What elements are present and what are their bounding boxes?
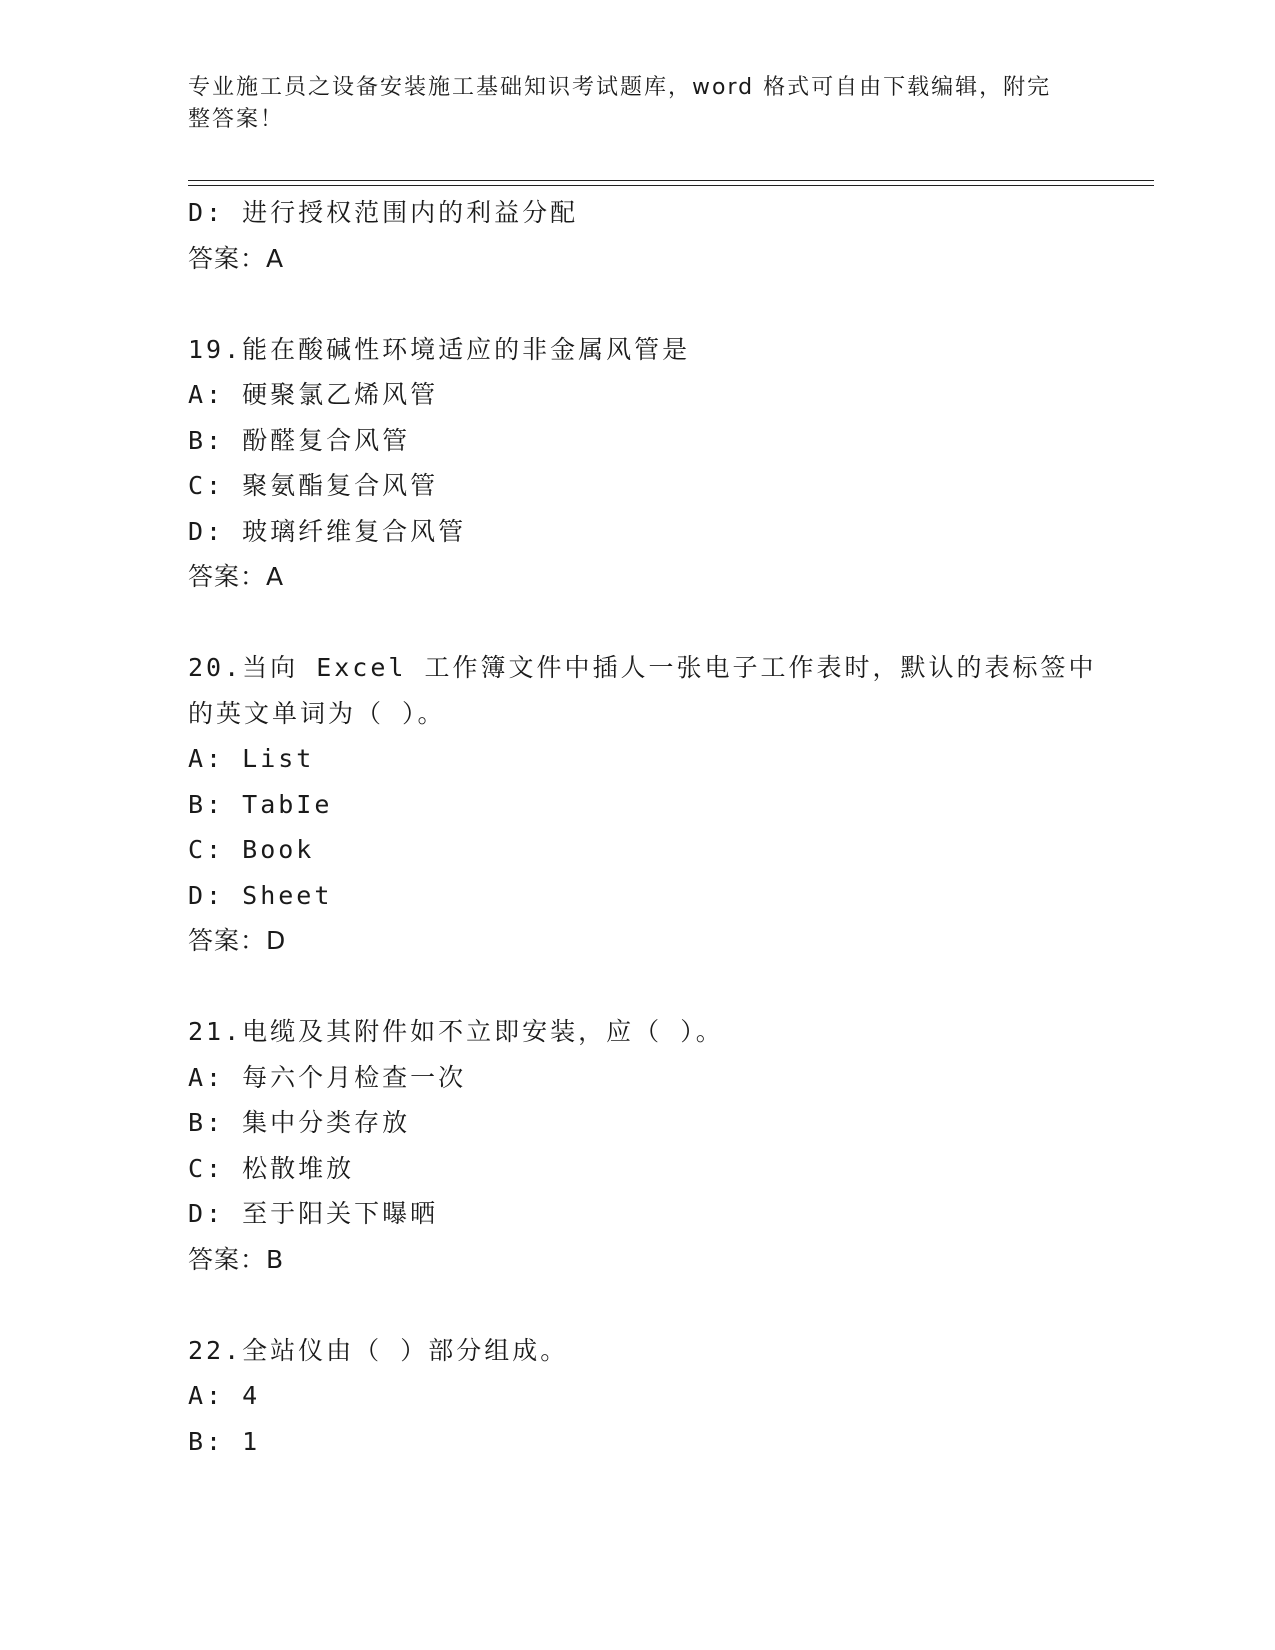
question-20 <box>188 645 1138 964</box>
question-list <box>188 190 1138 1464</box>
header-title-line1: 专业施工员之设备安装施工基础知识考试题库，word 格式可自由下载编辑，附完 <box>188 75 1052 100</box>
question-stem: 22.全站仪由（ ）部分组成。 <box>188 1335 569 1365</box>
option-d: D: Sheet <box>188 880 333 910</box>
spacer <box>188 281 1138 327</box>
option-b: B: 1 <box>188 1426 261 1456</box>
option-c: C: 聚氨酯复合风管 <box>188 471 439 500</box>
option-c: C: 松散堆放 <box>188 1153 355 1183</box>
header-title-line2: 整答案！ <box>188 107 285 132</box>
question-21 <box>188 1009 1138 1282</box>
option-b: B: TabIe <box>188 789 333 819</box>
header-rule-bottom <box>188 185 1154 186</box>
spacer <box>188 964 1138 1010</box>
option-d: D: 进行授权范围内的利益分配 <box>188 198 579 227</box>
answer: 答案：A <box>188 562 285 591</box>
answer: 答案：B <box>188 1244 285 1274</box>
option-b: B: 酚醛复合风管 <box>188 425 411 455</box>
option-a: A: 硬聚氯乙烯风管 <box>188 380 439 409</box>
header-rule-top <box>188 180 1154 181</box>
document-header <box>188 72 1068 136</box>
option-d: D: 玻璃纤维复合风管 <box>188 516 467 546</box>
question-stem: 21.电缆及其附件如不立即安装，应（ ）。 <box>188 1017 724 1046</box>
option-a: A: List <box>188 744 315 773</box>
question-stem-line2: 的英文单词为（ ）。 <box>188 698 446 728</box>
question-stem-line1: 20.当向 Excel 工作簿文件中插人一张电子工作表时，默认的表标签中 <box>188 653 1097 682</box>
option-c: C: Book <box>188 835 315 864</box>
answer: 答案：A <box>188 243 285 273</box>
option-b: B: 集中分类存放 <box>188 1108 411 1137</box>
spacer <box>188 1282 1138 1328</box>
question-18-tail <box>188 190 1138 281</box>
question-22 <box>188 1328 1138 1465</box>
option-a: A: 4 <box>188 1381 261 1410</box>
question-stem: 19.能在酸碱性环境适应的非金属风管是 <box>188 334 691 364</box>
spacer <box>188 600 1138 646</box>
option-a: A: 每六个月检查一次 <box>188 1062 467 1092</box>
question-19 <box>188 327 1138 600</box>
answer: 答案：D <box>188 926 287 955</box>
option-d: D: 至于阳关下曝晒 <box>188 1199 439 1228</box>
